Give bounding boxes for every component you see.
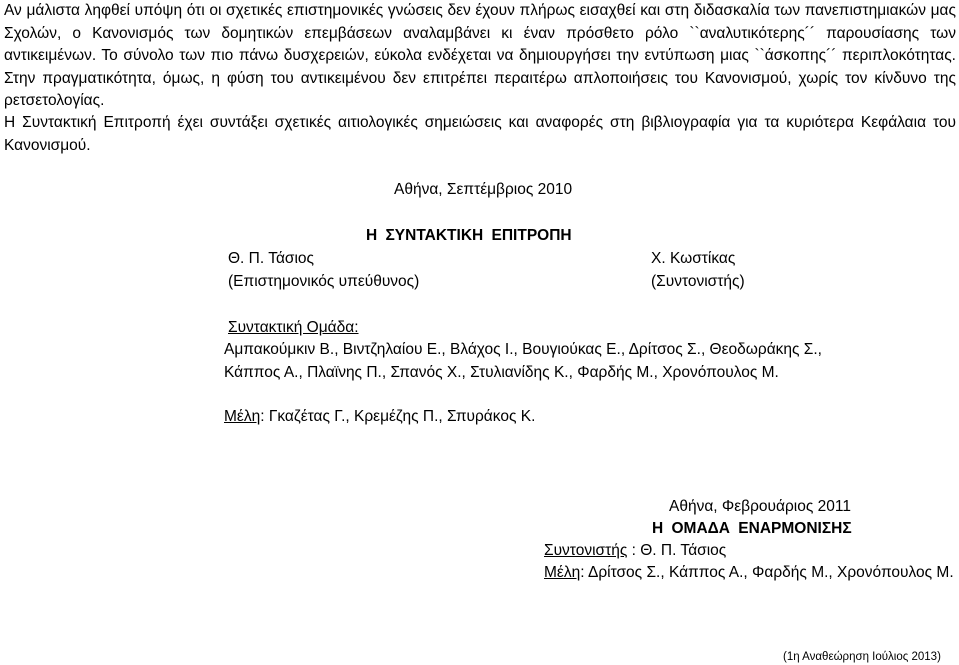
committee-right-name: Χ. Κωστίκας (651, 250, 736, 267)
committee-note-paragraph: Η Συντακτική Επιτροπή έχει συντάξει σχετικές αιτιολογικές σημειώσεις και αναφορές στη βιβλιογραφία για τα κυριότερα Κεφάλαια του Κανονισμού. (4, 114, 956, 154)
intro-paragraph: Αν μάλιστα ληφθεί υπόψη ότι οι σχετικές επιστημονικές γνώσεις δεν έχουν πλήρως εισαχθεί και στη διδασκαλία των πανεπιστημιακών μας Σχολών, ο Κανονισμός των δομητικών επεμβάσεων αναλαμβάνει κι έναν πρόσθετο ρόλο ``αναλυτικότερης´´ παρουσίασης των αντικειμένων. Το σύνολο των πιο πάνω δυσχερειών, εύκολα ενδέχεται να δημιουργήσει την εντύπωση μιας ``άσκοπης´´ περιπλοκότητας. Στην πραγματικότητα, όμως, η φύση του αντικειμένου δεν επιτρέπει περαιτέρω απλοποιήσεις του Κανονισμού, χωρίς τον κίνδυνο της ρετσετολογίας. (4, 2, 956, 109)
harmonization-coordinator-text: : Θ. Π. Τάσιος (627, 542, 727, 559)
revision-note: (1η Αναθεώρηση Ιούλιος 2013) (783, 651, 941, 663)
harmonization-coordinator-label: Συντονιστής (544, 542, 628, 559)
committee-members-text: : Γκαζέτας Γ., Κρεμέζης Π., Σπυράκος Κ. (260, 408, 536, 425)
editorial-group-line-2: Κάππος Α., Πλαϊνης Π., Σπανός Χ., Στυλιανίδης Κ., Φαρδής Μ., Χρονόπουλος Μ. (224, 364, 779, 381)
committee-heading: Η ΣΥΝΤΑΚΤΙΚΗ ΕΠΙΤΡΟΠΗ (366, 227, 572, 244)
harmonization-heading: Η ΟΜΑΔΑ ΕΝΑΡΜΟΝΙΣΗΣ (652, 520, 852, 537)
harmonization-place-date: Αθήνα, Φεβρουάριος 2011 (669, 498, 851, 515)
committee-left-name: Θ. Π. Τάσιος (228, 250, 315, 267)
committee-right-role: (Συντονιστής) (651, 273, 745, 290)
committee-members-line (224, 407, 535, 427)
committee-left-role: (Επιστημονικός υπεύθυνος) (228, 273, 420, 290)
editorial-group-line-1: Αμπακούμκιν Β., Βιντζηλαίου Ε., Βλάχος Ι., Βουγιούκας Ε., Δρίτσος Σ., Θεοδωράκης Σ., (224, 341, 822, 358)
editorial-group-label: Συντακτική Ομάδα: (228, 319, 359, 336)
committee-members-label: Μέλη (224, 408, 261, 425)
committee-place-date: Αθήνα, Σεπτέμβριος 2010 (394, 181, 573, 198)
harmonization-coordinator-line (544, 541, 726, 561)
harmonization-members-line (544, 563, 954, 583)
harmonization-members-label: Μέλη (544, 564, 581, 581)
harmonization-members-text: : Δρίτσος Σ., Κάππος Α., Φαρδής Μ., Χρονόπουλος Μ. (580, 564, 954, 581)
